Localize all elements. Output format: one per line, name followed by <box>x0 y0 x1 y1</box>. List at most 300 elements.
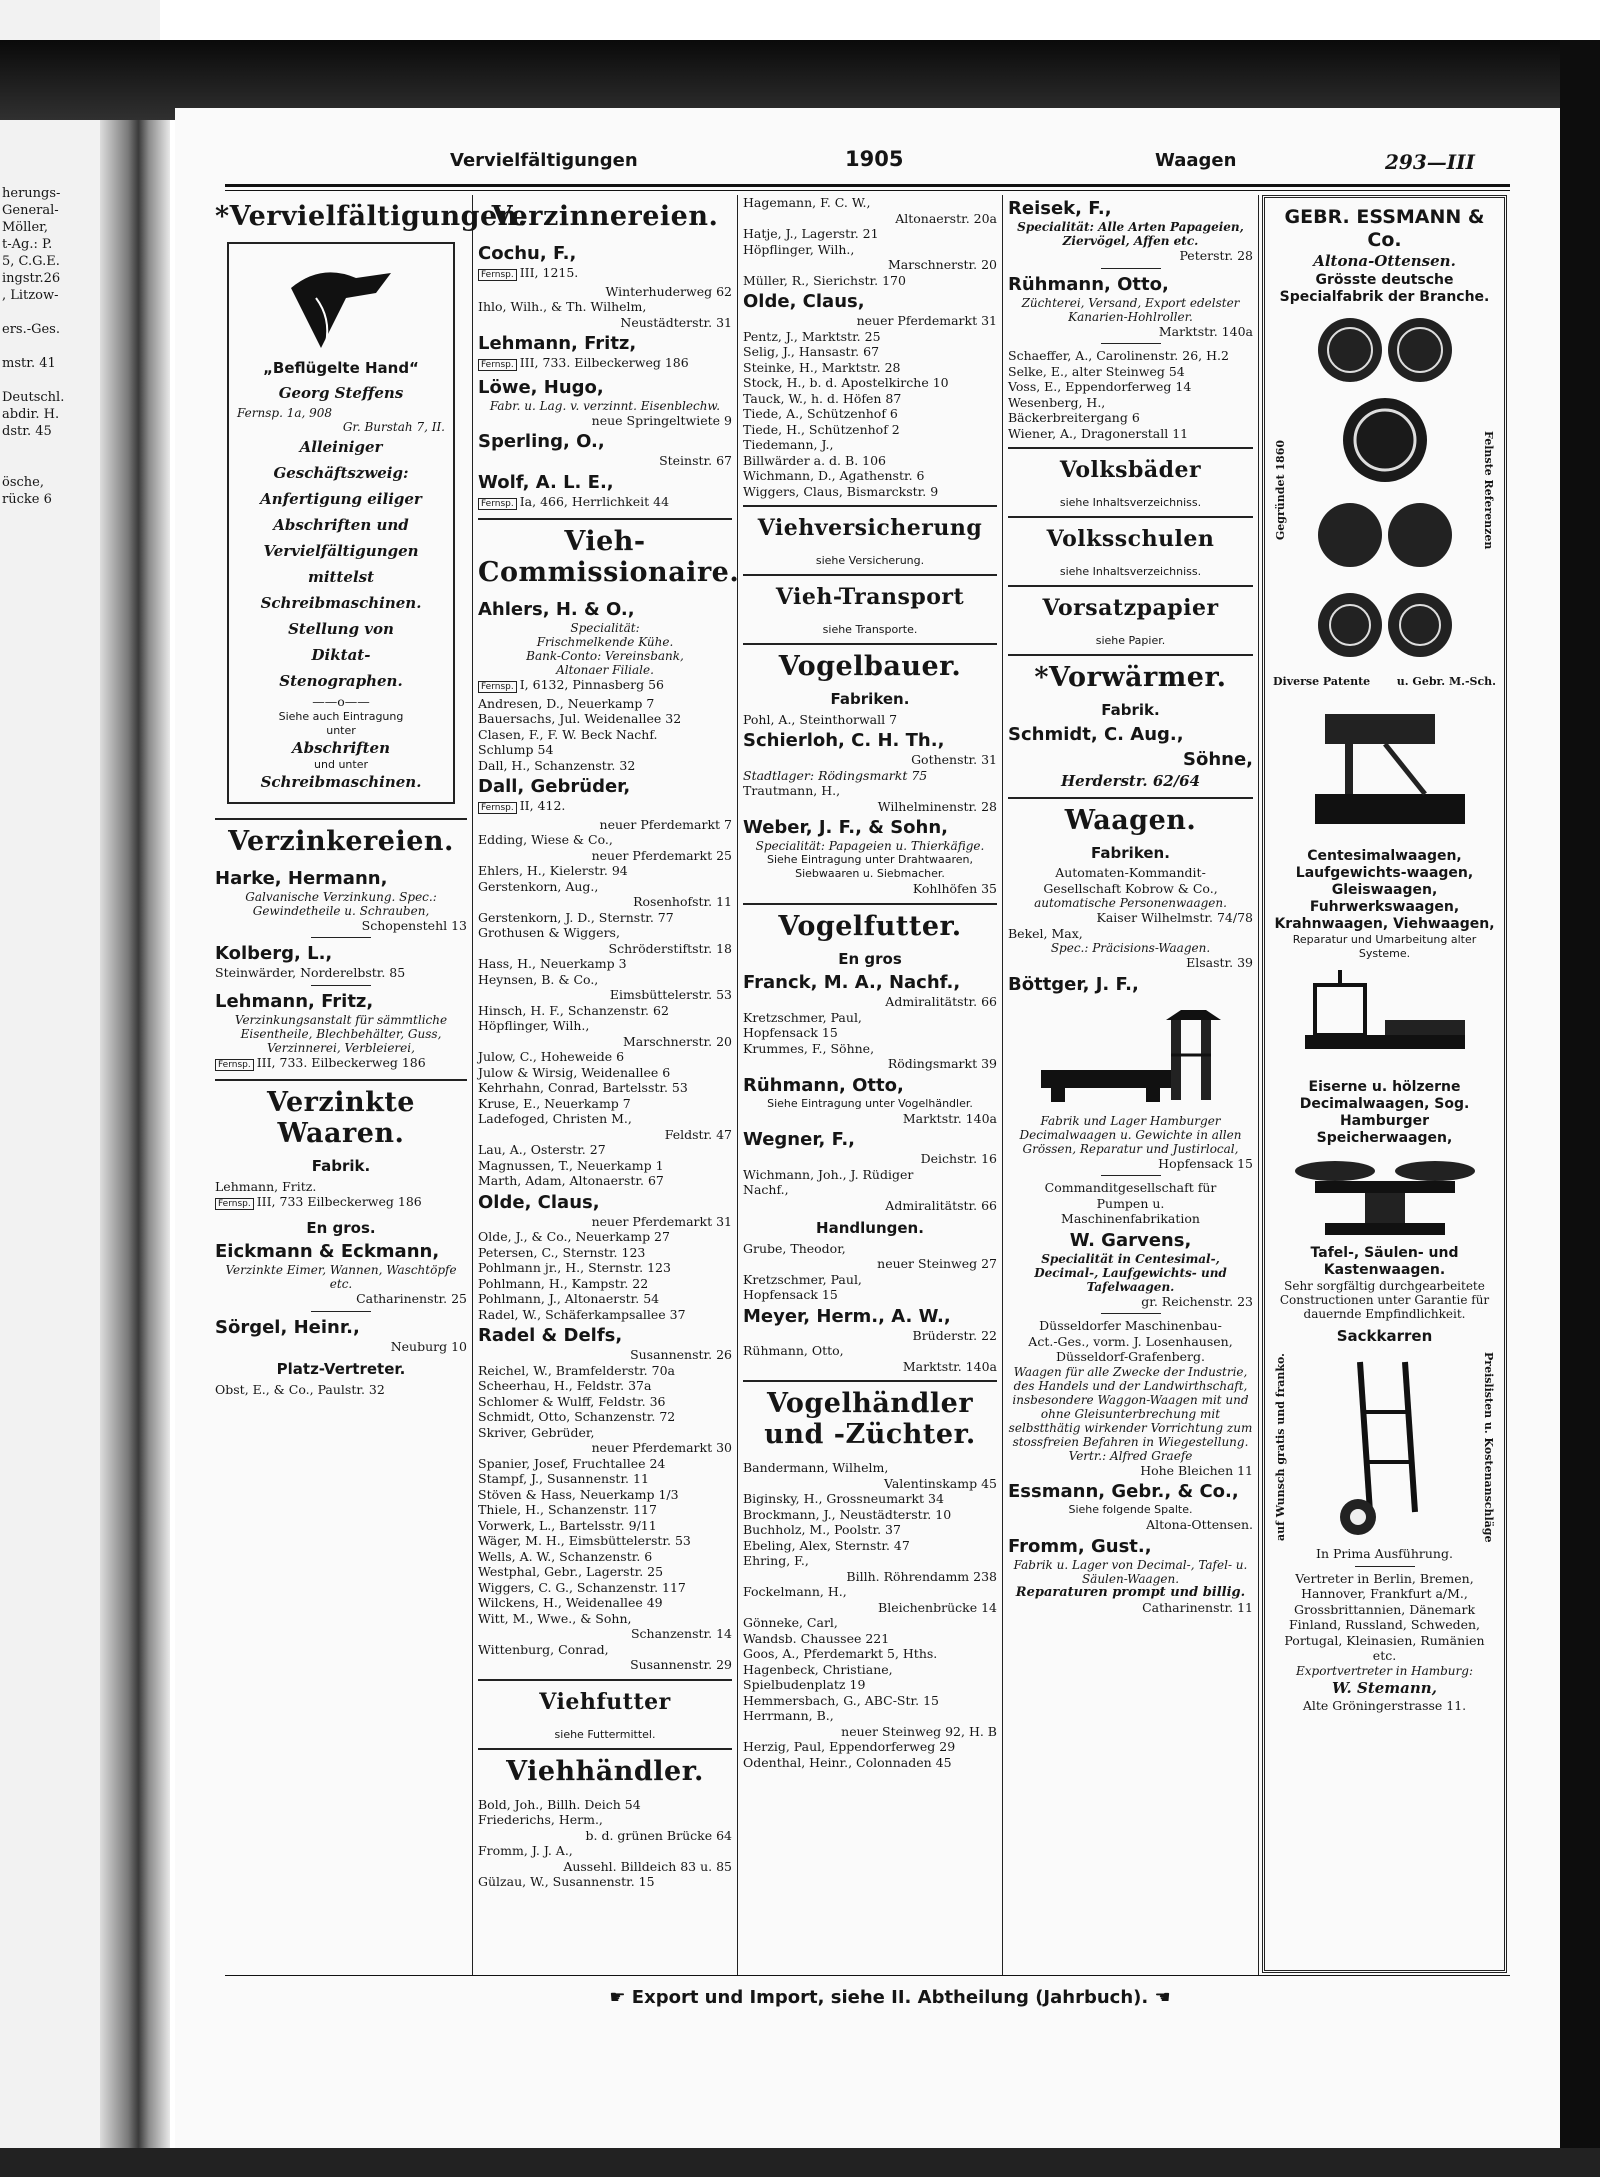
see-reference: siehe Inhaltsverzeichniss. <box>1059 496 1202 509</box>
ad-line: Stenographen. <box>279 672 403 690</box>
list-line: Valentinskamp 45 <box>883 1475 997 1491</box>
firm-address: Stadtlager: Rödingsmarkt 75 <box>743 767 928 783</box>
firm-address: Herderstr. 62/64 <box>1060 771 1201 790</box>
list-line: Rühmann, Otto, <box>743 1343 844 1358</box>
firm-address: Schopenstehl 13 <box>361 917 467 933</box>
list-line: Schmidt, Otto, Schanzenstr. 72 <box>478 1409 676 1424</box>
list-line: Act.-Ges., vorm. J. Losenhausen, <box>1028 1333 1233 1349</box>
section-heading: Verzinkereien. <box>228 825 454 857</box>
firm-spec: Züchterei, Versand, Export edelster Kanarien-Hohlroller. <box>1021 295 1240 324</box>
list-line: Schröderstiftstr. 18 <box>608 940 732 956</box>
ad-place: Altona-Ottensen. <box>1313 252 1456 270</box>
firm-name: „Beflügelte Hand“ <box>263 359 419 377</box>
list-line: Stampf, J., Susannenstr. 11 <box>478 1471 649 1486</box>
list-line: neuer Pferdemarkt 30 <box>591 1440 732 1455</box>
section-heading: Vogelhändler und -Züchter. <box>764 1388 976 1450</box>
list-line: Ehring, F., <box>743 1553 809 1568</box>
firm-entry: Ihlo, Wilh., & Th. Wilhelm, <box>478 299 647 314</box>
phone: Fernsp. 1a, 908 <box>237 406 333 420</box>
firm-address: Brüderstr. 22 <box>912 1327 997 1343</box>
ad-side-text: auf Wunsch gratis und franko. <box>1274 1353 1287 1541</box>
firm-name: Dall, Gebrüder, <box>478 776 631 797</box>
phone-tag: Fernsp. <box>478 498 517 510</box>
list-line: Goos, A., Pferdemarkt 5, Hths. <box>743 1646 938 1661</box>
ad-line: Vervielfältigungen <box>263 542 419 560</box>
list-line: Spanier, Josef, Fruchtallee 24 <box>478 1455 666 1471</box>
firm-address: Marktstr. 140a <box>902 1110 997 1126</box>
firm-name: Söhne, <box>1182 748 1253 770</box>
pointing-hand-icon: ☚ <box>1148 1987 1171 2008</box>
firm-address: Winterhuderweg 62 <box>605 283 732 299</box>
ad-line: Geschäftszweig: <box>273 464 409 482</box>
list-line: Wiggers, Claus, Bismarckstr. 9 <box>743 483 939 499</box>
list-line: Wesenberg, H., <box>1008 394 1106 410</box>
list-line: Kretzschmer, Paul, <box>743 1009 862 1025</box>
firm-address: Catharinenstr. 25 <box>356 1291 467 1306</box>
list-line: neuer Steinweg 27 <box>877 1256 997 1271</box>
ad-line: Alleiniger <box>299 438 383 456</box>
firm-name: Ahlers, H. & O., <box>478 599 635 620</box>
fragment-line: mstr. 41 <box>2 356 56 371</box>
list-line: neuer Steinweg 92, H. B <box>841 1723 997 1739</box>
see-reference: siehe Versicherung. <box>815 554 925 567</box>
firm-name: Weber, J. F., & Sohn, <box>743 817 949 838</box>
list-line: Düsseldorf-Grafenberg. <box>1055 1349 1206 1364</box>
ad-repair: Reparatur und Umarbeitung alter Systeme. <box>1292 932 1477 960</box>
list-line: Tiede, H., Schützenhof 2 <box>743 421 900 437</box>
firm-spec: automatische Personenwaagen. <box>1034 896 1227 910</box>
phone-tag: Fernsp. <box>478 269 517 281</box>
firm-address: neue Springeltwiete 9 <box>591 412 732 428</box>
firm-spec: Altonaer Filiale. <box>556 663 654 677</box>
column-4 <box>1008 195 1253 1995</box>
see-reference: siehe Transporte. <box>822 623 918 636</box>
section-heading: Verzinnereien. <box>491 201 719 232</box>
list-line: Bauersachs, Jul. Weidenallee 32 <box>478 711 682 726</box>
firm-address: Kaiser Wilhelmstr. 74/78 <box>1096 910 1253 925</box>
pointing-hand-icon: ☛ <box>609 1987 632 2008</box>
list-line: Olde, J., & Co., Neuerkamp 27 <box>478 1229 670 1244</box>
firm-name: Eickmann & Eckmann, <box>215 1241 440 1262</box>
column-rule <box>1258 195 1259 1975</box>
list-line: Gerstenkorn, J. D., Sternstr. 77 <box>478 909 674 925</box>
fragment-line: 5, C.G.E. <box>2 254 60 269</box>
firm-name: Lehmann, Fritz, <box>215 990 374 1012</box>
list-line: Petersen, C., Sternstr. 123 <box>478 1244 646 1260</box>
list-line: Rödingsmarkt 39 <box>887 1056 997 1071</box>
list-line: Schlomer & Wulff, Feldstr. 36 <box>478 1393 666 1409</box>
ad-export: Exportvertreter in Hamburg: <box>1296 1663 1473 1678</box>
firm-address: Deichstr. 16 <box>920 1151 997 1166</box>
book-gutter <box>100 40 170 2160</box>
ad-side-text: Gegründet 1860 <box>1274 439 1287 541</box>
see-reference: siehe Papier. <box>1095 634 1166 647</box>
ad-products: Tafel-, Säulen- und Kastenwaagen. <box>1310 1244 1459 1278</box>
firm-address: Neustädterstr. 31 <box>620 314 732 330</box>
list-line: Nachf., <box>743 1182 789 1197</box>
firm-name: Meyer, Herm., A. W., <box>743 1305 951 1327</box>
list-line: Odenthal, Heinr., Colonnaden 45 <box>743 1754 952 1770</box>
list-line: Höpflinger, Wilh., <box>478 1018 590 1033</box>
fragment-line <box>2 457 62 474</box>
list-line: neuer Pferdemarkt 25 <box>591 847 732 863</box>
ad-line: Diktat- <box>311 646 371 664</box>
firm-name: Schierloh, C. H. Th., <box>743 730 945 751</box>
firm-name: Böttger, J. F., <box>1008 973 1139 995</box>
section-heading: Vogelbauer. <box>778 651 962 682</box>
firm-address: Elsastr. 39 <box>1186 955 1253 970</box>
address: Gr. Burstah 7, II. <box>342 420 445 434</box>
firm-spec: Fabr. u. Lag. v. verzinnt. Eisenblechw. <box>489 398 721 413</box>
firm-address: III, 733 Eilbeckerweg 186 <box>256 1194 422 1209</box>
list-line: Julow, C., Hoheweide 6 <box>478 1049 625 1064</box>
ad-line: Schreibmaschinen. <box>260 594 422 612</box>
section-heading: Volksbäder <box>1059 457 1202 483</box>
sub-heading: Fabrik. <box>311 1157 371 1175</box>
fragment-line <box>2 338 62 355</box>
firm-address: neuer Pferdemarkt 31 <box>856 313 997 328</box>
section-heading: Vieh-Transport <box>775 584 965 610</box>
list-line: Buchholz, M., Poolstr. 37 <box>743 1522 901 1537</box>
list-line: Selig, J., Hansastr. 67 <box>743 344 880 359</box>
firm-spec: Specialität in Centesimal-, Decimal-, Laufgewichts- und Tafelwaagen. <box>1034 1251 1227 1294</box>
column-rule <box>472 195 473 1975</box>
list-line: Kretzschmer, Paul, <box>743 1271 862 1287</box>
list-line: Wäger, M. H., Eimsbüttelerstr. 53 <box>478 1533 691 1548</box>
list-line: Maschinenfabrikation <box>1061 1211 1200 1226</box>
section-heading: *Vorwärmer. <box>1034 662 1227 693</box>
sack-truck-icon <box>1330 1352 1440 1542</box>
firm-address: Admiralitätstr. 66 <box>885 994 997 1009</box>
list-line: Heynsen, B. & Co., <box>478 971 599 987</box>
list-line: Grube, Theodor, <box>743 1240 846 1256</box>
sub-heading: Handlungen. <box>816 1219 924 1237</box>
list-line: Hatje, J., Lagerstr. 21 <box>743 226 879 241</box>
list-line: Tauck, W., h. d. Höfen 87 <box>743 390 902 406</box>
section-heading: Waagen. <box>1064 804 1197 836</box>
ad-quality: Sehr sorgfältig durchgearbeitete Constructionen unter Garantie für dauernde Empfindlichkeit. <box>1279 1278 1490 1321</box>
section-heading: Volksschulen <box>1046 526 1215 552</box>
firm-address: neuer Pferdemarkt 31 <box>591 1213 732 1229</box>
list-line: Pohlmann jr., H., Sternstr. 123 <box>478 1260 671 1275</box>
list-line: Ehlers, H., Kielerstr. 94 <box>478 863 628 878</box>
list-line: Andresen, D., Neuerkamp 7 <box>478 695 655 711</box>
sub-heading: Platz-Vertreter. <box>276 1360 406 1378</box>
fragment-line: Deutschl. <box>2 390 65 405</box>
fragment-line: General- <box>2 203 59 218</box>
phone-tag: Fernsp. <box>215 1059 254 1071</box>
firm-spec: Bank-Conto: Vereinsbank, <box>526 649 684 663</box>
scan-right-border <box>1560 40 1600 2160</box>
table-scale-icon <box>1285 1151 1485 1241</box>
ad-firm: GEBR. ESSMANN & Co. <box>1284 206 1485 251</box>
list-line: Admiralitätstr. 66 <box>885 1197 997 1213</box>
header-rule <box>225 184 1510 187</box>
firm-address: Kohlhöfen 35 <box>912 881 997 896</box>
column-2 <box>478 195 740 1995</box>
footer-note <box>490 1987 1290 2008</box>
list-line: Marth, Adam, Altonaerstr. 67 <box>478 1173 664 1188</box>
sub-heading: Fabrik. <box>1101 701 1160 719</box>
section-heading: Vieh-Commissionaire. <box>478 526 740 588</box>
left-page-fragment <box>2 185 65 508</box>
sub-heading: En gros. <box>306 1218 376 1237</box>
list-line: Edding, Wiese & Co., <box>478 832 613 847</box>
list-line: Fockelmann, H., <box>743 1584 847 1599</box>
list-line: Marktstr. 140a <box>902 1358 997 1374</box>
list-line: Billh. Röhrendamm 238 <box>846 1568 997 1584</box>
list-line: Spielbudenplatz 19 <box>743 1677 866 1692</box>
list-line: Tiedemann, J., <box>743 437 834 452</box>
fragment-line <box>2 304 62 321</box>
firm-name: Cochu, F., <box>478 243 577 264</box>
ad-products: Eiserne u. hölzerne Decimalwaagen, Sog. Hamburger Speicherwaagen, <box>1299 1078 1470 1146</box>
firm-address: III, 733. Eilbeckerweg 186 <box>519 355 689 370</box>
list-line: Bold, Joh., Billh. Deich 54 <box>478 1796 641 1812</box>
owner: Georg Steffens <box>278 384 404 402</box>
list-line: Trautmann, H., <box>743 783 841 798</box>
fragment-line: abdir. H. <box>2 407 60 422</box>
fragment-line: rücke 6 <box>2 492 52 507</box>
list-line: Herrmann, B., <box>743 1708 834 1723</box>
ad-side-text: Diverse Patente <box>1273 675 1371 688</box>
firm-address: II, 412. <box>519 798 566 813</box>
list-line: Wilhelminenstr. 28 <box>877 798 997 814</box>
list-line: Wiggers, C. G., Schanzenstr. 117 <box>478 1579 686 1595</box>
firm-entry: Obst, E., & Co., Paulstr. 32 <box>215 1381 385 1397</box>
list-line: Schaeffer, A., Carolinenstr. 26, H.2 <box>1008 348 1229 363</box>
ad-side-text: u. Gebr. M.-Sch. <box>1396 675 1496 688</box>
firm-name: Olde, Claus, <box>743 291 865 312</box>
phone-tag: Fernsp. <box>478 802 517 814</box>
firm-address: Altona-Ottensen. <box>1146 1517 1253 1532</box>
list-line: Voss, E., Eppendorferweg 14 <box>1008 379 1192 394</box>
list-line: Stöven & Hass, Neuerkamp 1/3 <box>478 1486 679 1502</box>
list-line: Pohlmann, J., Altonaerstr. 54 <box>478 1291 660 1306</box>
section-heading: *Vervielfältigungen. <box>215 201 528 232</box>
ad-side-text: Felnste Referenzen <box>1482 430 1495 550</box>
list-line: Witt, M., Wwe., & Sohn, <box>478 1610 632 1626</box>
firm-spec: Specialität: <box>570 621 640 635</box>
firm-entry: Pohl, A., Steinthorwall 7 <box>743 711 898 727</box>
phone-tag: Fernsp. <box>478 359 517 371</box>
list-line: Clasen, F., F. W. Beck Nachf. <box>478 726 658 742</box>
firm-spec: Fabrik u. Lager von Decimal-, Tafel- u. Säulen-Waagen. <box>1013 1557 1248 1586</box>
section-heading: Vorsatzpapier <box>1042 595 1219 621</box>
list-line: Brockmann, J., Neustädterstr. 10 <box>743 1506 952 1522</box>
list-line: Ebeling, Alex, Sternstr. 47 <box>743 1537 910 1553</box>
fragment-line <box>2 440 62 457</box>
firm-address: Peterstr. 28 <box>1179 248 1253 263</box>
list-line: Wandsb. Chaussee 221 <box>743 1630 890 1646</box>
firm-spec: Waagen für alle Zwecke der Industrie, des Handels und der Landwirthschaft, insbesondere Waggon-Waagen mit und ohne Gleisunterbrechung mit selbstthätig wirkender Vorrichtung zum stossfreien Befahren in Wiegestellung. <box>1008 1364 1253 1449</box>
list-line: Hagemann, F. C. W., <box>743 195 871 210</box>
header-rule-thin <box>225 190 1510 191</box>
fragment-line: , Litzow- <box>2 288 59 303</box>
section-heading: Viehhändler. <box>506 1755 704 1787</box>
firm-spec: Verzinkte Eimer, Wannen, Waschtöpfe etc. <box>225 1263 457 1291</box>
list-line: Westphal, Gebr., Lagerstr. 25 <box>478 1564 664 1579</box>
list-line: Hinsch, H. F., Schanzenstr. 62 <box>478 1002 669 1018</box>
header-right: Waagen <box>1155 150 1237 171</box>
list-line: Tiede, A., Schützenhof 6 <box>743 406 898 421</box>
ad-prima: In Prima Ausführung. <box>1316 1546 1453 1561</box>
list-line: Pumpen u. <box>1096 1195 1165 1211</box>
section-heading: Verzinkte Waaren. <box>267 1087 415 1149</box>
see-also: Abschriften <box>291 738 391 757</box>
column-rule <box>737 195 738 1975</box>
fragment-line: dstr. 45 <box>2 424 52 439</box>
fragment-line: herungs- <box>2 186 61 201</box>
list-line: Ladefoged, Christen M., <box>478 1111 632 1126</box>
list-line: Herzig, Paul, Eppendorferweg 29 <box>743 1739 956 1754</box>
footer-text: Export und Import, siehe II. Abtheilung (Jahrbuch). <box>631 1987 1149 2008</box>
ad-line: Stellung von <box>288 620 394 638</box>
firm-address: Gothenstr. 31 <box>911 752 997 767</box>
firm-address: Ia, 466, Herrlichkeit 44 <box>519 493 670 509</box>
list-line: Biginsky, H., Grossneumarkt 34 <box>743 1491 944 1506</box>
list-line: Hopfensack 15 <box>743 1025 838 1040</box>
decimal-scale-icon <box>1031 1000 1231 1110</box>
list-line: Wichmann, Joh., J. Rüdiger <box>743 1166 914 1182</box>
firm-address: Marktstr. 140a <box>1158 323 1253 339</box>
firm-address: Hohe Bleichen 11 <box>1140 1462 1253 1478</box>
firm-address: Steinwärder, Norderelbstr. 85 <box>215 965 406 980</box>
list-line: Hagenbeck, Christiane, <box>743 1661 893 1677</box>
list-line: Kehrhahn, Conrad, Bartelsstr. 53 <box>478 1080 688 1095</box>
section-heading: Viehfutter <box>539 1688 671 1715</box>
firm-spec: Frischmelkende Kühe. <box>536 635 674 649</box>
ad-line: Anfertigung eiliger <box>260 490 422 508</box>
list-line: Thiele, H., Schanzenstr. 117 <box>478 1502 657 1517</box>
firm-name: Wolf, A. L. E., <box>478 471 614 493</box>
list-line: Marschnerstr. 20 <box>622 1033 732 1049</box>
firm-address: neuer Pferdemarkt 7 <box>599 816 732 832</box>
phone-tag: Fernsp. <box>478 681 517 693</box>
firm-spec: Galvanische Verzinkung. Spec.: Gewindetheile u. Schrauben, <box>245 889 437 918</box>
list-line: Gesellschaft Kobrow & Co., <box>1043 880 1218 896</box>
ad-box-steffens <box>227 242 455 804</box>
firm-spec: Spec.: Präcisions-Waagen. <box>1050 941 1211 955</box>
fragment-line: ösche, <box>2 475 44 490</box>
list-line: Rosenhofstr. 11 <box>633 894 732 909</box>
list-line: Müller, R., Sierichstr. 170 <box>743 272 906 288</box>
see-also: Siehe auch Eintragung <box>278 709 404 723</box>
list-line: Hass, H., Neuerkamp 3 <box>478 956 627 971</box>
list-line: Hemmersbach, G., ABC-Str. 15 <box>743 1692 939 1708</box>
firm-name: Harke, Hermann, <box>215 867 388 889</box>
see-reference: Siehe folgende Spalte. <box>1068 1503 1193 1516</box>
section-heading: Vogelfutter. <box>778 910 962 942</box>
see-reference: Siehe Eintragung unter Drahtwaaren, Siebwaaren u. Siebmacher. <box>766 853 974 880</box>
list-line: Pohlmann, H., Kampstr. 22 <box>478 1275 649 1291</box>
list-line: Wilckens, H., Weidenallee 49 <box>478 1595 663 1610</box>
see-reference: Siehe Eintragung unter Vogelhändler. <box>767 1096 973 1110</box>
firm-address: III, 733. Eilbeckerweg 186 <box>256 1054 426 1070</box>
list-line: Bäckerbreitergang 6 <box>1008 410 1140 425</box>
list-line: Bleichenbrücke 14 <box>878 1599 997 1615</box>
list-line: Skriver, Gebrüder, <box>478 1424 595 1440</box>
list-line: Stock, H., b. d. Apostelkirche 10 <box>743 375 949 390</box>
list-line: Wichmann, D., Agathenstr. 6 <box>743 468 925 483</box>
list-line: Reichel, W., Bramfelderstr. 70a <box>478 1362 675 1378</box>
list-line: Billwärder a. d. B. 106 <box>743 452 886 468</box>
firm-address: Hopfensack 15 <box>1158 1155 1253 1171</box>
divider: ——o—— <box>312 694 370 709</box>
list-line: Commanditgesellschaft für <box>1044 1180 1217 1195</box>
list-line: Vorwerk, L., Bartelsstr. 9/11 <box>478 1517 657 1533</box>
list-line: Hopfensack 15 <box>743 1287 838 1302</box>
column-3 <box>743 195 997 1995</box>
list-line: Scheerhau, H., Feldstr. 37a <box>478 1378 652 1393</box>
list-line: Gülzau, W., Susannenstr. 15 <box>478 1874 655 1889</box>
see-also: Schreibmaschinen. <box>260 772 422 791</box>
firm-rep: Vertr.: Alfred Graefe <box>1068 1448 1193 1463</box>
firm-name: Lehmann, Fritz. <box>215 1178 317 1194</box>
list-line: Bekel, Max, <box>1008 925 1083 941</box>
firm-address: Catharinenstr. 11 <box>1142 1599 1253 1615</box>
list-line: Wiener, A., Dragonerstall 11 <box>1008 425 1189 441</box>
winged-hand-icon <box>281 258 401 353</box>
list-line: Steinke, H., Marktstr. 28 <box>743 359 901 375</box>
medals-icon <box>1310 310 1460 670</box>
sub-heading: Fabriken. <box>1091 843 1170 862</box>
decimal-scale-icon <box>1285 965 1485 1075</box>
firm-name: Sörgel, Heinr., <box>215 1316 360 1338</box>
list-line: Kruse, E., Neuerkamp 7 <box>478 1095 631 1111</box>
header-year: 1905 <box>845 147 904 171</box>
header-left: Vervielfältigungen <box>450 150 638 171</box>
list-line: Schanzenstr. 14 <box>630 1626 732 1641</box>
fragment-line: Möller, <box>2 220 49 235</box>
ad-representatives: Vertreter in Berlin, Bremen, Hannover, Frankfurt a/M., Grossbrittannien, Dänemark Finland, Russland, Schweden, Portugal, Kleinasien, Rumänien etc. <box>1284 1570 1485 1663</box>
see-reference: siehe Futtermittel. <box>554 1727 656 1741</box>
ad-line: Abschriften und <box>273 516 409 534</box>
firm-address: Neuburg 10 <box>390 1338 467 1354</box>
page-number: 293—III <box>1385 150 1475 174</box>
list-line: Bandermann, Wilhelm, <box>743 1460 889 1475</box>
firm-spec: Reparaturen prompt und billig. <box>1015 1584 1246 1600</box>
firm-name: Olde, Claus, <box>478 1191 600 1213</box>
list-line: Julow & Wirsig, Weidenallee 6 <box>478 1064 671 1080</box>
firm-name: Fromm, Gust., <box>1008 1535 1152 1557</box>
firm-address: Susannenstr. 26 <box>630 1347 732 1362</box>
ad-side-text: Preislisten u. Kostenanschläge <box>1482 1351 1495 1543</box>
sub-heading: Fabriken. <box>830 690 910 708</box>
firm-address: Steinstr. 67 <box>659 453 732 468</box>
ad-stemann-address: Alte Gröningerstrasse 11. <box>1302 1697 1467 1713</box>
fragment-line: ers.-Ges. <box>2 322 60 337</box>
list-line: Pentz, J., Marktstr. 25 <box>743 328 881 344</box>
list-line: Schlump 54 <box>478 742 554 757</box>
firm-name: Kolberg, L., <box>215 943 333 964</box>
list-line: Gönneke, Carl, <box>743 1615 838 1630</box>
list-line: Feldstr. 47 <box>664 1126 732 1142</box>
fragment-line <box>2 372 62 389</box>
firm-spec: Verzinkungsanstalt für sämmtliche Eisentheile, Blechbehälter, Guss, Verzinnerei, Verbleierei, <box>234 1012 448 1055</box>
list-line: Susannenstr. 29 <box>630 1657 732 1672</box>
list-line: Krummes, F., Söhne, <box>743 1040 875 1056</box>
list-line: Höpflinger, Wilh., <box>743 241 855 257</box>
list-line: Gerstenkorn, Aug., <box>478 878 599 894</box>
list-line: Selke, E., alter Steinweg 54 <box>1008 363 1185 379</box>
firm-name: Radel & Delfs, <box>478 1325 623 1346</box>
list-line: Grothusen & Wiggers, <box>478 925 620 940</box>
list-line: Wittenburg, Conrad, <box>478 1641 609 1657</box>
list-line: Radel, W., Schäferkampsallee 37 <box>478 1306 686 1322</box>
firm-name: Lehmann, Fritz, <box>478 333 637 354</box>
list-line: Wells, A. W., Schanzenstr. 6 <box>478 1548 653 1564</box>
